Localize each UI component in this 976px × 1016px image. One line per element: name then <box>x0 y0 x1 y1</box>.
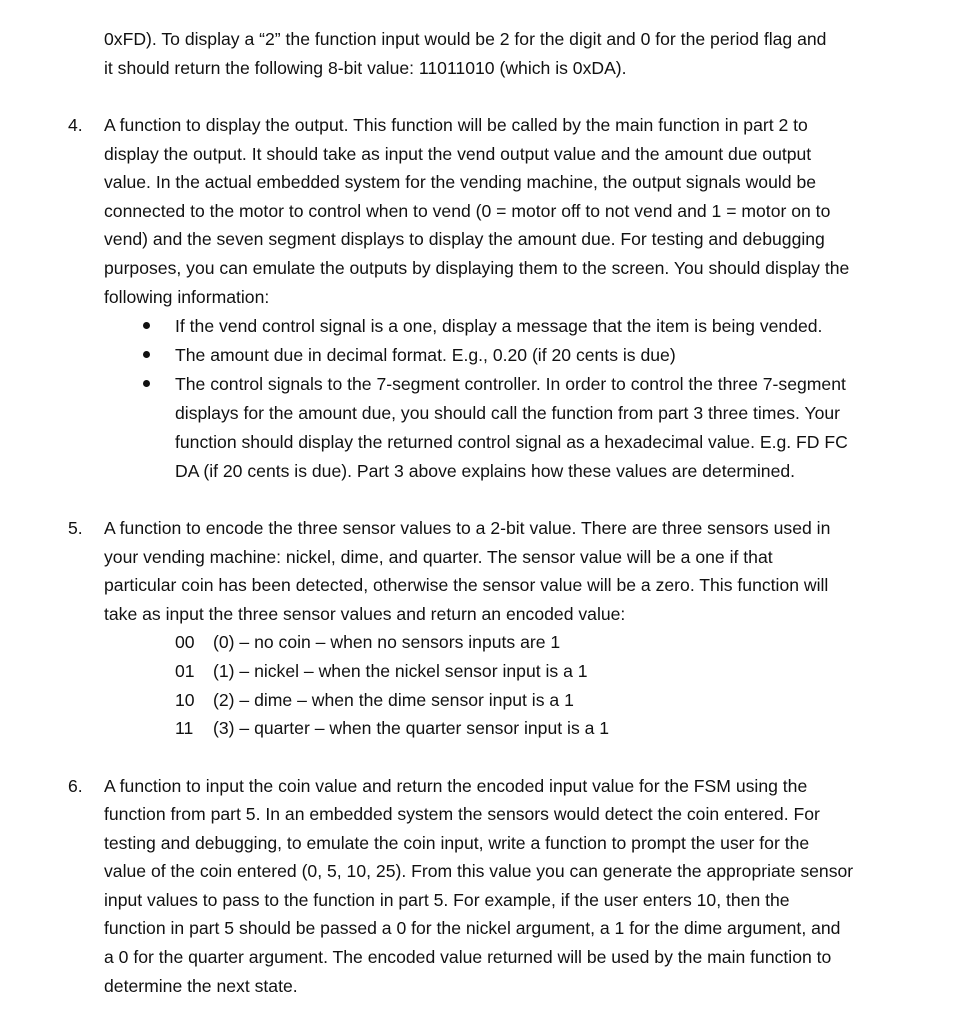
bullet-1-icon <box>143 322 150 329</box>
item-6-line-6: function in part 5 should be passed a 0 for the nickel argument, a 1 for the dime argument, and <box>104 918 841 938</box>
item-6-line-1: A function to input the coin value and return the encoded input value for the FSM using the <box>104 776 808 796</box>
code-value: 01 <box>175 661 195 681</box>
item-4-line-2: display the output. It should take as input the vend output value and the amount due output <box>104 144 812 164</box>
item-5-line-4: take as input the three sensor values and return an encoded value: <box>104 604 626 624</box>
code-description: (1) – nickel – when the nickel sensor input is a 1 <box>213 661 588 681</box>
code-row-4 <box>175 714 609 743</box>
item-6-line-2: function from part 5. In an embedded system the sensors would detect the coin entered. For <box>104 804 820 824</box>
code-row-3 <box>175 686 574 715</box>
item-4-line-6: purposes, you can emulate the outputs by displaying them to the screen. You should display the <box>104 258 850 278</box>
code-description: (3) – quarter – when the quarter sensor input is a 1 <box>213 718 610 738</box>
code-row-1 <box>175 628 560 657</box>
item-6-number: 6. <box>68 776 83 796</box>
bullet-3-line-4: DA (if 20 cents is due). Part 3 above explains how these values are determined. <box>175 461 796 481</box>
item-4-line-7: following information: <box>104 287 270 307</box>
item-5-line-2: your vending machine: nickel, dime, and quarter. The sensor value will be a one if that <box>104 547 773 567</box>
item-6-line-4: value of the coin entered (0, 5, 10, 25). From this value you can generate the appropriate sensor <box>104 861 854 881</box>
item-5-line-3: particular coin has been detected, otherwise the sensor value will be a zero. This function will <box>104 575 829 595</box>
item-5-number: 5. <box>68 518 83 538</box>
item-4-line-1: A function to display the output. This function will be called by the main function in part 2 to <box>104 115 808 135</box>
bullet-3-line-1: The control signals to the 7-segment controller. In order to control the three 7-segment <box>175 374 846 394</box>
bullet-2-line-1: The amount due in decimal format. E.g., 0.20 (if 20 cents is due) <box>175 345 676 365</box>
bullet-3-line-3: function should display the returned control signal as a hexadecimal value. E.g. FD FC <box>175 432 848 452</box>
item-6-line-8: determine the next state. <box>104 976 298 996</box>
code-description: (2) – dime – when the dime sensor input is a 1 <box>213 690 574 710</box>
item-6-line-5: input values to pass to the function in part 5. For example, if the user enters 10, then the <box>104 890 790 910</box>
bullet-3-line-2: displays for the amount due, you should call the function from part 3 three times. Your <box>175 403 841 423</box>
code-description: (0) – no coin – when no sensors inputs are 1 <box>213 632 561 652</box>
intro-line-1: 0xFD). To display a “2” the function input would be 2 for the digit and 0 for the period flag and <box>104 29 827 49</box>
code-row-2 <box>175 657 588 686</box>
item-4-number: 4. <box>68 115 83 135</box>
intro-line-2: it should return the following 8-bit value: 11011010 (which is 0xDA). <box>104 58 627 78</box>
item-4-line-5: vend) and the seven segment displays to display the amount due. For testing and debugging <box>104 229 825 249</box>
item-5-line-1: A function to encode the three sensor values to a 2-bit value. There are three sensors used in <box>104 518 831 538</box>
item-4-line-3: value. In the actual embedded system for the vending machine, the output signals would be <box>104 172 817 192</box>
item-6-line-7: a 0 for the quarter argument. The encoded value returned will be used by the main function to <box>104 947 832 967</box>
code-value: 00 <box>175 632 195 652</box>
item-6-line-3: testing and debugging, to emulate the coin input, write a function to prompt the user for the <box>104 833 810 853</box>
code-value: 11 <box>175 718 194 738</box>
item-4-line-4: connected to the motor to control when to vend (0 = motor off to not vend and 1 = motor on to <box>104 201 831 221</box>
bullet-3-icon <box>143 380 150 387</box>
bullet-1-line-1: If the vend control signal is a one, display a message that the item is being vended. <box>175 316 823 336</box>
bullet-2-icon <box>143 351 150 358</box>
code-value: 10 <box>175 690 195 710</box>
